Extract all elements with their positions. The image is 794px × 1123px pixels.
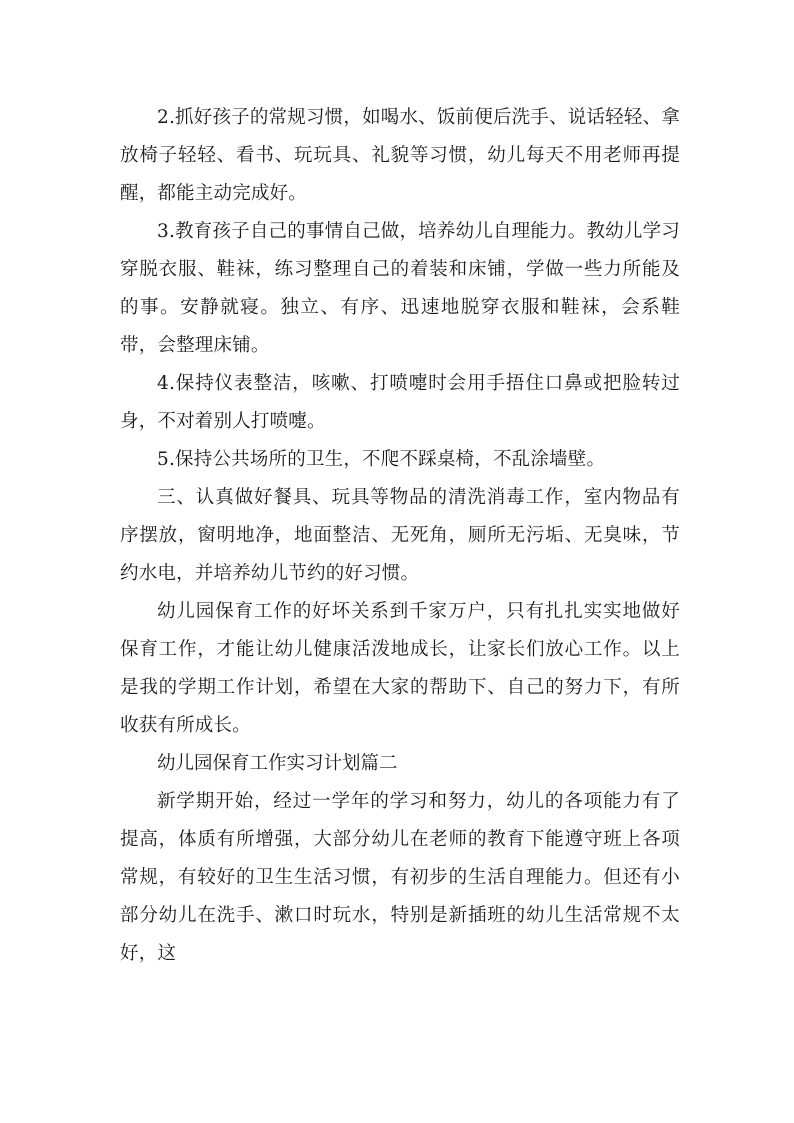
paragraph-hygiene: 4.保持仪表整洁，咳嗽、打喷嚏时会用手捂住口鼻或把脸转过身，不对着别人打喷嚏。 <box>120 373 680 432</box>
paragraph-conclusion: 幼儿园保育工作的好坏关系到千家万户，只有扎扎实实地做好保育工作，才能让幼儿健康活泼地成长，让家长们放心工作。以上是我的学期工作计划，希望在大家的帮助下、自己的努力下，有所收获有所成长。 <box>120 601 680 736</box>
paragraph-disinfection: 三、认真做好餐具、玩具等物品的清洗消毒工作，室内物品有序摆放，窗明地净，地面整洁、无死角，厕所无污垢、无臭味，节约水电，并培养幼儿节约的好习惯。 <box>120 487 680 584</box>
section-title: 幼儿园保育工作实习计划篇二 <box>157 753 398 774</box>
paragraph-public-places: 5.保持公共场所的卫生，不爬不踩桌椅，不乱涂墙壁。 <box>157 449 606 470</box>
paragraph-habits: 2.抓好孩子的常规习惯，如喝水、饭前便后洗手、说话轻轻、拿放椅子轻轻、看书、玩玩具、礼貌等习惯，幼儿每天不用老师再提醒，都能主动完成好。 <box>120 107 680 204</box>
paragraph-new-semester: 新学期开始，经过一学年的学习和努力，幼儿的各项能力有了提高，体质有所增强，大部分幼儿在老师的教育下能遵守班上各项常规，有较好的卫生生活习惯，有初步的生活自理能力。但还有小部分幼儿在洗手、漱口时玩水，特别是新插班的幼儿生活常规不太好，这 <box>120 791 680 964</box>
paragraph-self-care: 3.教育孩子自己的事情自己做，培养幼儿自理能力。教幼儿学习穿脱衣服、鞋袜，练习整理自己的着装和床铺，学做一些力所能及的事。安静就寝。独立、有序、迅速地脱穿衣服和鞋袜，会系鞋带，会整理床铺。 <box>120 221 680 356</box>
document-page <box>120 99 680 973</box>
